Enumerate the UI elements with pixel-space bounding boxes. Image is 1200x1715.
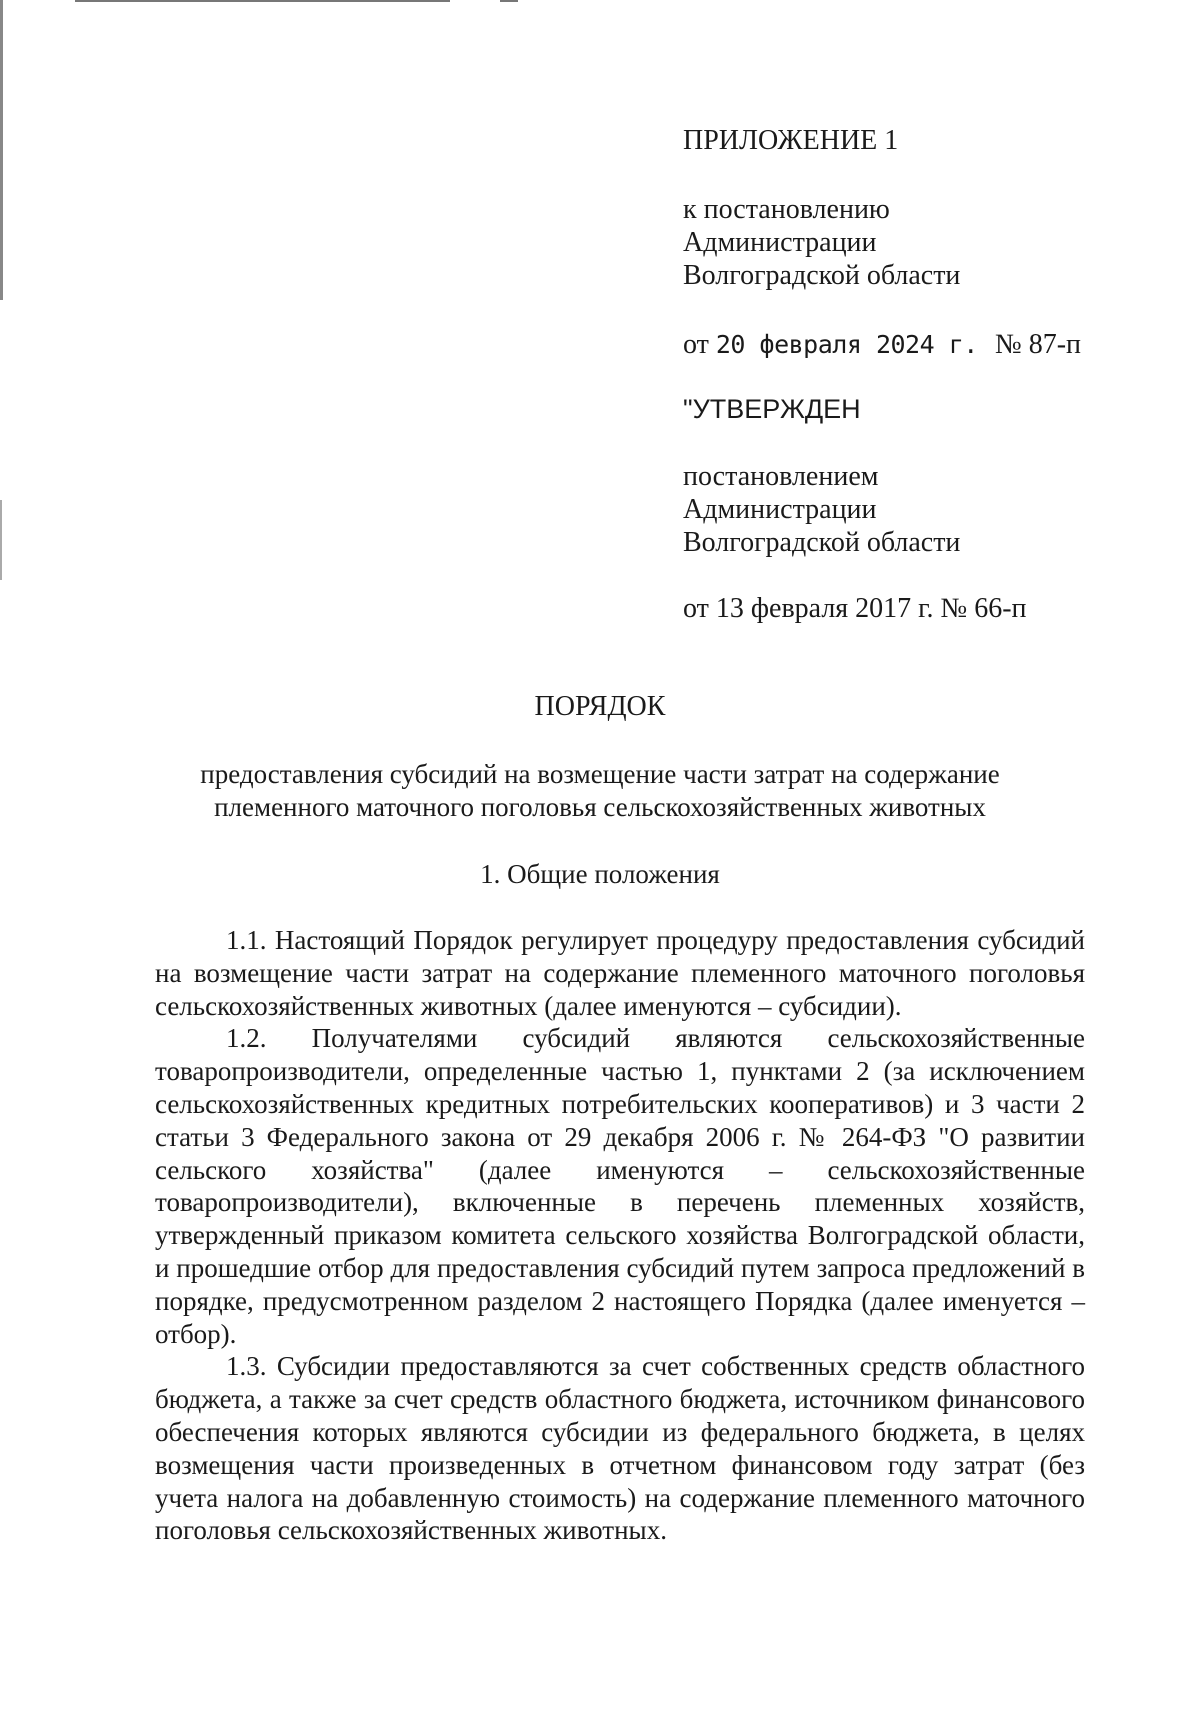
subtitle-line-2: племенного маточного поголовья сельскохозяйственных животных <box>214 792 986 822</box>
paragraph-1-2: 1.2. Получателями субсидий являются сельскохозяйственные товаропроизводители, определенные частью 1, пунктами 2 (за исключением сельскохозяйственных кредитных потребительских кооперативов) и 3 части 2 статьи 3 Федерального закона от 29 декабря 2006 г. № 264-ФЗ "О развитии сельского хозяйства" (далее именуются – сельскохозяйственные товаропроизводители), включенные в перечень племенных хозяйств, утвержденный приказом комитета сельского хозяйства Волгоградской области, и прошедшие отбор для предоставления субсидий путем запроса предложений в порядке, предусмотренном разделом 2 настоящего Порядка (далее именуется – отбор). <box>155 1023 1085 1349</box>
section-heading: 1. Общие положения <box>480 859 720 889</box>
resolution-date: 20 февраля 2024 г. <box>715 330 978 359</box>
paragraph-1-3: 1.3. Субсидии предоставляются за счет собственных средств областного бюджета, а также за счет средств областного бюджета, источником финансового обеспечения которых являются субсидии из федерального бюджета, в целях возмещения части произведенных в отчетном финансовом году затрат (без учета налога на добавленную стоимость) на содержание племенного маточного поголовья сельскохозяйственных животных. <box>155 1351 1085 1546</box>
appendix-title: ПРИЛОЖЕНИЕ 1 <box>683 125 899 156</box>
approved-line-1: постановлением <box>683 461 879 492</box>
approved-block <box>683 393 1027 625</box>
document-body <box>155 924 1085 1547</box>
approved-title: "УТВЕРЖДЕН <box>683 394 861 424</box>
approved-line-2: Администрации <box>683 494 877 525</box>
scan-edge-left <box>0 0 3 300</box>
resolution-date-line <box>683 328 1082 361</box>
resolution-line-2: Администрации <box>683 227 877 258</box>
resolution-number: № 87-п <box>995 329 1082 360</box>
scan-edge-left-mark <box>0 500 2 580</box>
approved-line-3: Волгоградской области <box>683 527 961 558</box>
resolution-line-3: Волгоградской области <box>683 260 961 291</box>
document-title: ПОРЯДОК <box>534 691 666 722</box>
approved-date: от 13 февраля 2017 г. № 66-п <box>683 593 1027 624</box>
scan-edge-top-mark <box>500 0 518 2</box>
resolution-line-1: к постановлению <box>683 194 890 225</box>
scan-edge-top <box>75 0 450 2</box>
subtitle-line-1: предоставления субсидий на возмещение части затрат на содержание <box>200 759 1000 789</box>
paragraph-1-1: 1.1. Настоящий Порядок регулирует процедуру предоставления субсидий на возмещение части затрат на содержание племенного маточного поголовья сельскохозяйственных животных (далее именуются – субсидии). <box>155 925 1085 1021</box>
appendix-header <box>683 124 1153 292</box>
date-prefix: от <box>683 329 709 360</box>
document-subtitle <box>100 758 1100 824</box>
